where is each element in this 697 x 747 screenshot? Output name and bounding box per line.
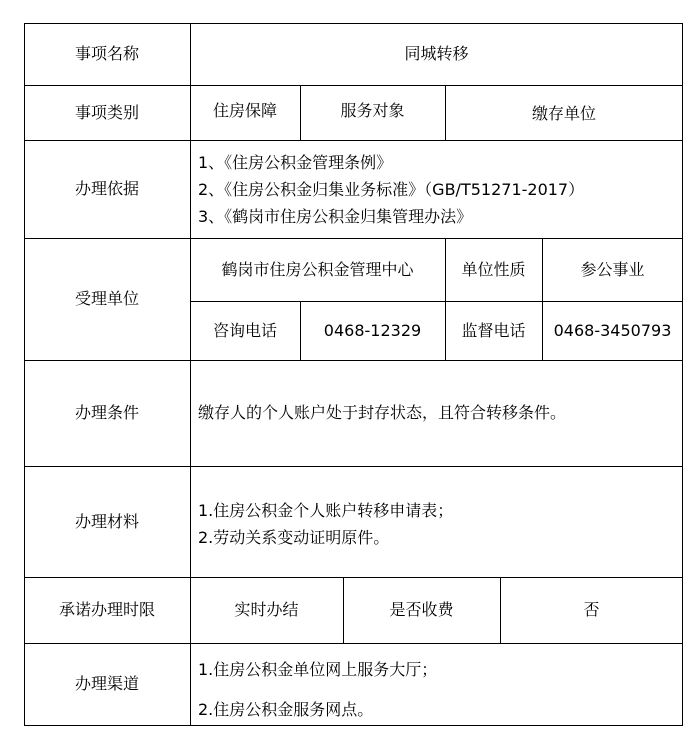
conditions-label: 办理条件 bbox=[74, 403, 139, 422]
unit-nature-value: 参公事业 bbox=[580, 259, 645, 279]
supervise-phone-value: 0468-3450793 bbox=[553, 320, 672, 340]
item-category-label: 事项类别 bbox=[74, 102, 139, 122]
channels-item: 2.住房公积金服务网点。 bbox=[198, 700, 374, 719]
service-target-value: 缴存单位 bbox=[531, 104, 596, 123]
materials-list bbox=[198, 497, 453, 551]
accepting-unit-label: 受理单位 bbox=[74, 289, 139, 308]
consult-phone-value: 0468-12329 bbox=[323, 320, 422, 340]
item-category-value: 住房保障 bbox=[212, 101, 277, 120]
time-limit-label: 承诺办理时限 bbox=[58, 600, 155, 619]
accepting-unit-name: 鹤岗市住房公积金管理中心 bbox=[221, 259, 414, 279]
basis-item: 1、《住房公积金管理条例》 bbox=[198, 153, 393, 172]
supervise-phone-label: 监督电话 bbox=[461, 320, 526, 340]
item-name-label: 事项名称 bbox=[74, 44, 139, 63]
fee-label: 是否收费 bbox=[389, 600, 454, 619]
channels-label: 办理渠道 bbox=[74, 674, 139, 693]
item-name-value: 同城转移 bbox=[404, 44, 469, 63]
conditions-text: 缴存人的个人账户处于封存状态，且符合转移条件。 bbox=[198, 403, 567, 422]
channels-list bbox=[198, 650, 437, 730]
fee-value: 否 bbox=[583, 600, 600, 619]
materials-item: 1.住房公积金个人账户转移申请表； bbox=[198, 501, 454, 520]
basis-list bbox=[198, 149, 584, 230]
materials-label: 办理材料 bbox=[74, 511, 139, 531]
basis-item: 2、《住房公积金归集业务标准》（GB/T51271-2017） bbox=[198, 180, 585, 199]
channels-item: 1.住房公积金单位网上服务大厅； bbox=[198, 660, 438, 679]
service-target-label: 服务对象 bbox=[340, 101, 405, 120]
basis-item: 3、《鹤岗市住房公积金归集管理办法》 bbox=[198, 207, 473, 226]
time-limit-value: 实时办结 bbox=[234, 600, 299, 619]
unit-nature-label: 单位性质 bbox=[461, 259, 526, 279]
basis-label: 办理依据 bbox=[74, 179, 139, 198]
consult-phone-label: 咨询电话 bbox=[212, 320, 277, 340]
materials-item: 2.劳动关系变动证明原件。 bbox=[198, 528, 390, 547]
